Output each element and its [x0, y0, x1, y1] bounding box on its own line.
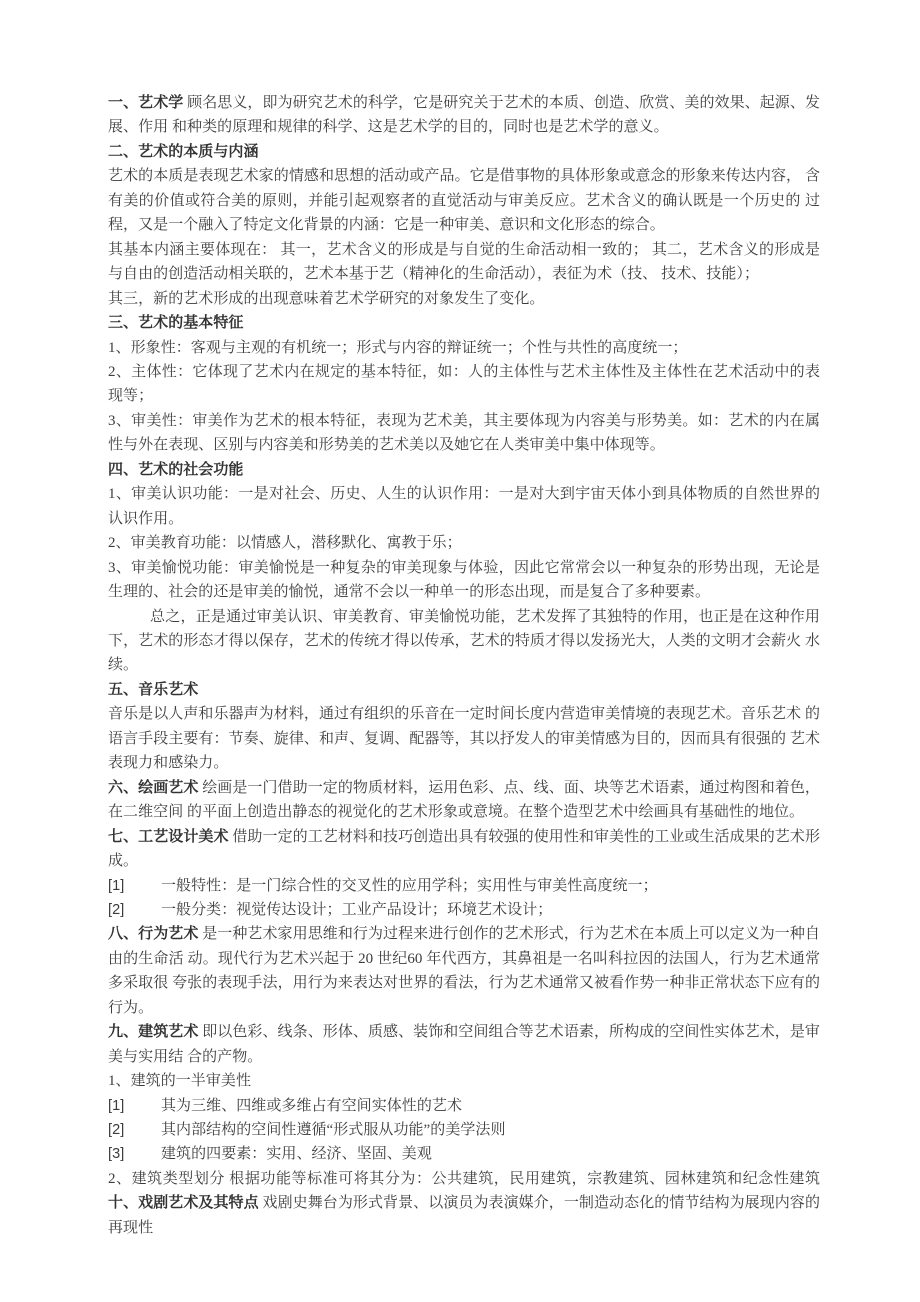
paragraph-text: 戏剧史舞台为形式背景、以演员为表演媒介，一制造动态化的情节结构为展现内容的再现性 — [108, 1195, 820, 1236]
list-item-marker: [1] — [108, 1097, 125, 1114]
list-item — [108, 1118, 820, 1142]
paragraph: 其三，新的艺术形成的出现意味着艺术学研究的对象发生了变化。 — [108, 290, 545, 307]
section-heading-4: 四、艺术的社会功能 — [108, 461, 244, 478]
list-item-marker: [3] — [108, 1146, 125, 1163]
paragraph: 2、审美教育功能：以情感人，潜移默化、寓教于乐； — [108, 535, 462, 552]
section-heading-2: 二、艺术的本质与内涵 — [108, 143, 259, 160]
list-item-marker: [2] — [108, 1122, 125, 1139]
list-item-text: 其内部结构的空间性遵循“形式服从功能”的美学法则 — [161, 1122, 506, 1139]
list-item — [108, 1094, 820, 1118]
document-body-text — [108, 91, 820, 1240]
paragraph-text: 是一种艺术家用思维和行为过程来进行创作的艺术形式，行为艺术在本质上可以定义为一种自由的生命活 动。现代行为艺术兴起于 20 世纪60 年代西方，其鼻祖是一名叫科拉因的法国人，行为艺术通常多采取很 夸张的表现手法，用行为来表达对世界的看法，行为艺术通常又被看作势一种非正常状态下应有的行为。 — [108, 926, 820, 1016]
section-title-7: 七、工艺设计美术 — [108, 828, 229, 845]
list-item — [108, 874, 820, 898]
paragraph-text: 顾名思义，即为研究艺术的科学，它是研究关于艺术的本质、创造、欣赏、美的效果、起源、发展、作用 和种类的原理和规律的科学、这是艺术学的目的，同时也是艺术学的意义。 — [108, 95, 820, 136]
paragraph-performanceart — [108, 922, 820, 1020]
section-title-9: 九、建筑艺术 — [108, 1024, 199, 1041]
section-heading-5: 五、音乐艺术 — [108, 681, 199, 698]
paragraph-summary: 总之，正是通过审美认识、审美教育、审美愉悦功能，艺术发挥了其独特的作用，也正是在这种作用 下，艺术的形态才得以保存，艺术的传统才得以传承，艺术的特质才得以发扬光大，人类的文明才会薪火 水续。 — [108, 608, 820, 674]
paragraph: 音乐是以人声和乐器声为材料，通过有组织的乐音在一定时间长度内营造审美情境的表现艺术。音乐艺术 的语言手段主要有：节奏、旋律、和声、复调、配器等，其以抒发人的审美情感为目的，因而具有很强的 艺术表现力和感染力。 — [108, 706, 820, 772]
paragraph: 3、审美愉悦功能：审美愉悦是一种复杂的审美现象与体验，因此它常常会以一种复杂的形势出现，无论是 生理的、社会的还是审美的愉悦，通常不会以一种单一的形态出现，而是复合了多种要素。 — [108, 559, 820, 601]
paragraph-artstudies — [108, 91, 820, 140]
list-item-text: 其为三维、四维或多维占有空间实体性的艺术 — [161, 1097, 463, 1114]
section-title-8: 八、行为艺术 — [108, 926, 199, 943]
list-item — [108, 898, 820, 922]
list-item — [108, 1142, 820, 1166]
paragraph-text: 即以色彩、线条、形体、质感、装饰和空间组合等艺术语素，所构成的空间性实体艺术，是审美与实用结 合的产物。 — [108, 1024, 820, 1065]
paragraph: 2、主体性：它体现了艺术内在规定的基本特征，如：人的主体性与艺术主体性及主体性在艺术活动中的表 现等； — [108, 363, 820, 405]
paragraph: 1、形象性：客观与主观的有机统一；形式与内容的辩证统一；个性与共性的高度统一； — [108, 339, 688, 356]
paragraph-craftdesign — [108, 825, 820, 874]
section-title-1: 一、艺术学 — [108, 95, 184, 111]
paragraph: 艺术的本质是表现艺术家的情感和思想的活动或产品。它是借事物的具体形象或意念的形象来传达内容， 含有美的价值或符合美的原则，并能引起观察者的直觉活动与审美反应。艺术含义的确认既是一个历史的 过程，又是一个融入了特定文化背景的内涵：它是一种审美、意识和文化形态的综合。 — [108, 168, 820, 234]
paragraph: 其基本内涵主要体现在： 其一，艺术含义的形成是与自觉的生命活动相一致的； 其二，艺术含义的形成是与自由的创造活动相关联的，艺术本基于艺（精神化的生命活动），表征为术（技、 技术、技能）； — [108, 241, 820, 283]
paragraph-text: 2、建筑类型划分 根据功能等标准可将其分为：公共建筑，民用建筑，宗教建筑、园林建筑和纪念性建筑 — [108, 1170, 820, 1187]
list-item-marker: [2] — [108, 901, 125, 918]
list-item-text: 建筑的四要素：实用、经济、坚固、美观 — [161, 1146, 432, 1163]
section-title-6: 六、绘画艺术 — [108, 779, 199, 796]
paragraph: 1、建筑的一半审美性 — [108, 1073, 252, 1090]
paragraph-painting — [108, 776, 820, 825]
section-heading-3: 三、艺术的基本特征 — [108, 315, 244, 332]
list-item-text: 一般分类：视觉传达设计；工业产品设计；环境艺术设计； — [161, 901, 553, 918]
list-item-text: 一般特性：是一门综合性的交叉性的应用学科；实用性与审美性高度统一； — [161, 877, 658, 894]
paragraph-architecture — [108, 1020, 820, 1069]
section-title-10: 十、戏剧艺术及其特点 — [108, 1195, 259, 1212]
list-item-marker: [1] — [108, 877, 125, 894]
paragraph-text: 借助一定的工艺材料和技巧创造出具有较强的使用性和审美性的工业或生活成果的艺术形成。 — [108, 828, 820, 870]
paragraph-text: 绘画是一门借助一定的物质材料，运用色彩、点、线、面、块等艺术语素，通过构图和着色，在二维空间 的平面上创造出静态的视觉化的艺术形象或意境。在整个造型艺术中绘画具有基础性的地位。 — [108, 779, 820, 821]
paragraph-buildingtypes-drama — [108, 1167, 820, 1240]
paragraph: 3、审美性：审美作为艺术的根本特征，表现为艺术美，其主要体现为内容美与形势美。如：艺术的内在属 性与外在表现、区别与内容美和形势美的艺术美以及她它在人类审美中集中体现等。 — [108, 412, 820, 454]
paragraph: 1、审美认识功能：一是对社会、历史、人生的认识作用：一是对大到宇宙天体小到具体物质的自然世界的 认识作用。 — [108, 486, 820, 527]
